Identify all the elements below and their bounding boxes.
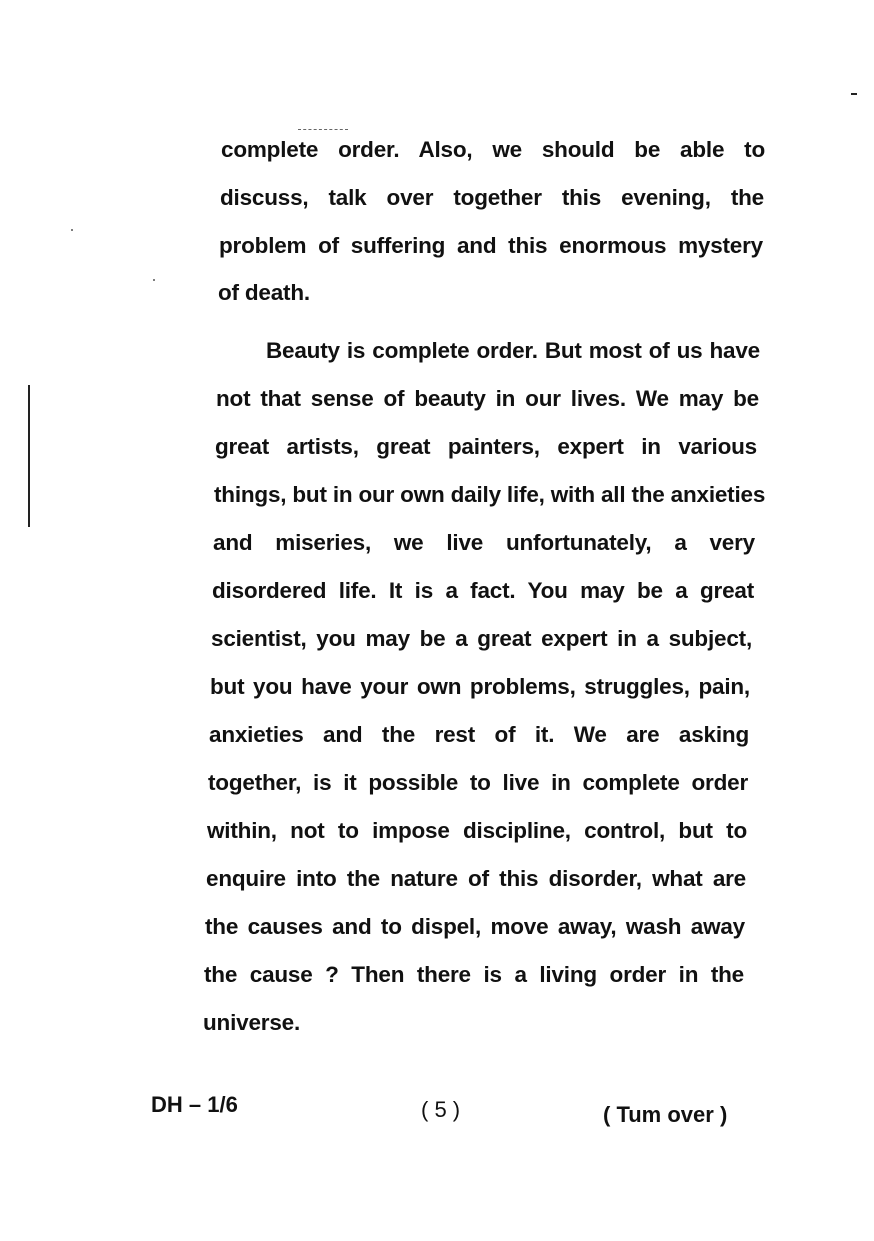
scan-speck xyxy=(153,279,155,281)
text-line: not that sense of beauty in our lives. We may be xyxy=(216,386,759,411)
margin-line-mark xyxy=(28,385,30,527)
scan-artifact-corner xyxy=(851,93,857,95)
text-line: anxieties and the rest of it. We are asking xyxy=(209,722,749,747)
turn-over-note: ( Tum over ) xyxy=(603,1102,728,1127)
text-line: Beauty is complete order. But most of us have xyxy=(266,338,760,363)
text-line: problem of suffering and this enormous mystery xyxy=(219,233,763,258)
text-line: discuss, talk over together this evening, the xyxy=(220,185,764,210)
text-line: scientist, you may be a great expert in a subject, xyxy=(211,626,752,651)
text-line: within, not to impose discipline, control, but to xyxy=(207,818,747,843)
text-line: of death. xyxy=(218,280,310,305)
scan-speck xyxy=(71,229,73,231)
text-line: things, but in our own daily life, with all the anxieties xyxy=(214,482,766,507)
scan-artifact xyxy=(298,129,348,130)
text-line: and miseries, we live unfortunately, a very xyxy=(213,530,755,555)
text-line: disordered life. It is a fact. You may be a great xyxy=(212,578,754,603)
text-line: together, is it possible to live in complete order xyxy=(208,770,748,795)
text-line: but you have your own problems, struggles, pain, xyxy=(210,674,750,699)
document-code: DH – 1/6 xyxy=(151,1092,238,1117)
text-line: complete order. Also, we should be able to xyxy=(221,137,765,162)
text-line: the causes and to dispel, move away, wash away xyxy=(205,914,745,939)
text-line: the cause ? Then there is a living order in the xyxy=(204,962,744,987)
text-line: enquire into the nature of this disorder, what are xyxy=(206,866,746,891)
text-line: great artists, great painters, expert in various xyxy=(215,434,757,459)
text-line: universe. xyxy=(203,1010,301,1035)
page-number: ( 5 ) xyxy=(421,1097,461,1122)
